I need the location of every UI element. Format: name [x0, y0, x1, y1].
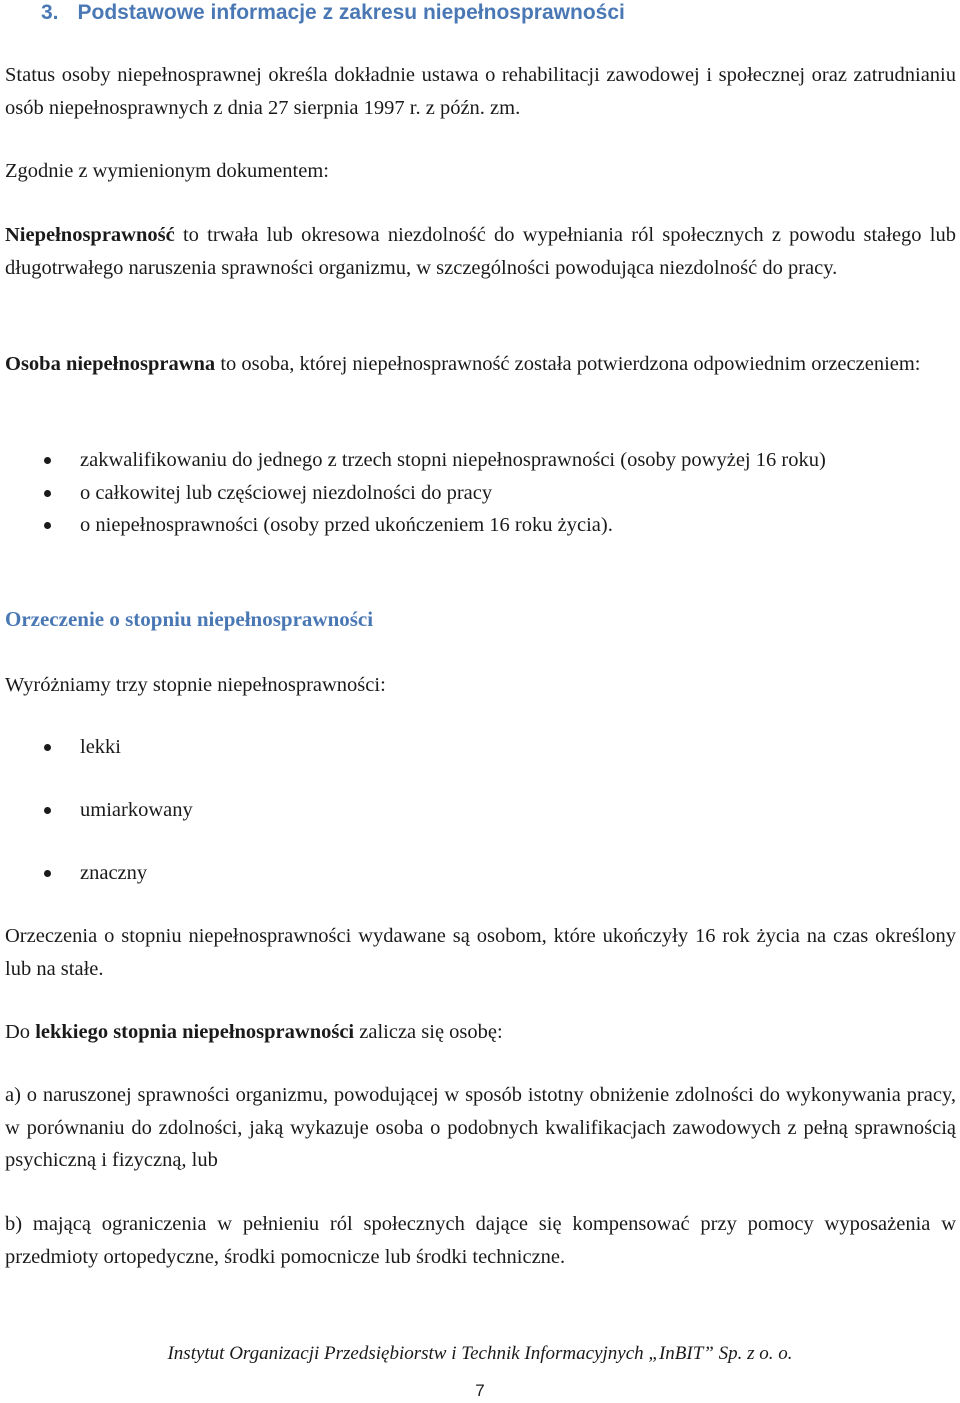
disabled-person-definition	[5, 348, 956, 381]
section-heading	[5, 1, 625, 25]
footer-institute: Instytut Organizacji Przedsiębiorstw i Technik Informacyjnych „InBIT” Sp. z o. o.	[167, 1343, 793, 1364]
light-degree-term: lekkiego stopnia niepełnosprawności	[35, 1021, 355, 1043]
section-title: Podstawowe informacje z zakresu niepełnosprawności	[77, 1, 625, 24]
light-degree-point-a: a) o naruszonej sprawności organizmu, powodującej w sposób istotny obniżenie zdolności do wykonywania pracy, w porównaniu do zdolności, jaką wykazuje osoba o podobnych kwalifikacjach zawodowych z pełną sprawnością psychiczną i fizyczną, lub	[5, 1084, 956, 1171]
degree-issued-paragraph: Orzeczenia o stopniu niepełnosprawności wydawane są osobom, które ukończyły 16 rok życia na czas określony lub na stałe.	[5, 925, 956, 980]
page-number: 7	[475, 1381, 485, 1400]
list-item	[5, 477, 956, 510]
section-number: 3.	[41, 1, 59, 24]
disabled-person-definition-text: to osoba, której niepełnosprawność została potwierdzona odpowiednim orzeczeniem:	[215, 353, 921, 375]
list-item-text: umiarkowany	[80, 799, 193, 821]
disability-term: Niepełnosprawność	[5, 224, 175, 246]
light-degree-point-b: b) mającą ograniczenia w pełnieniu ról społecznych dające się kompensować przy pomocy wyposażenia w przedmioty ortopedyczne, środki pomocnicze lub środki techniczne.	[5, 1213, 956, 1268]
degree-list	[5, 731, 956, 890]
status-paragraph: Status osoby niepełnosprawnej określa dokładnie ustawa o rehabilitacji zawodowej i społecznej oraz zatrudnianiu osób niepełnosprawnych z dnia 27 sierpnia 1997 r. z późn. zm.	[5, 64, 956, 119]
list-item	[5, 731, 956, 764]
list-item	[5, 857, 956, 890]
certificate-list	[5, 444, 956, 542]
list-item-text: znaczny	[80, 862, 148, 884]
according-paragraph: Zgodnie z wymienionym dokumentem:	[5, 160, 329, 182]
degree-intro: Wyróżniamy trzy stopnie niepełnosprawności:	[5, 674, 386, 696]
bullet-icon	[44, 744, 51, 751]
degree-subheading: Orzeczenie o stopniu niepełnosprawności	[5, 607, 374, 631]
bullet-icon	[44, 870, 51, 877]
list-item-text: o niepełnosprawności (osoby przed ukończeniem 16 roku życia).	[80, 514, 613, 536]
list-item-text: o całkowitej lub częściowej niezdolności do pracy	[80, 481, 493, 504]
list-item-text: zakwalifikowaniu do jednego z trzech stopni niepełnosprawności (osoby powyżej 16 roku)	[80, 449, 826, 471]
disabled-person-term: Osoba niepełnosprawna	[5, 353, 216, 375]
bullet-icon	[44, 457, 51, 464]
bullet-icon	[44, 490, 51, 497]
light-degree-suffix: zalicza się osobę:	[354, 1021, 503, 1043]
list-item	[5, 509, 956, 542]
light-degree-prefix: Do	[5, 1021, 36, 1043]
light-degree-intro	[5, 1016, 956, 1049]
bullet-icon	[44, 807, 51, 814]
disability-definition-text: to trwała lub okresowa niezdolność do wypełniania ról społecznych z powodu stałego lub długotrwałego naruszenia sprawności organizmu, w szczególności powodująca niezdolność do pracy.	[5, 224, 956, 279]
disability-definition	[5, 219, 956, 284]
list-item-text: lekki	[80, 736, 121, 758]
list-item	[5, 444, 956, 477]
bullet-icon	[44, 522, 51, 529]
list-item	[5, 794, 956, 827]
